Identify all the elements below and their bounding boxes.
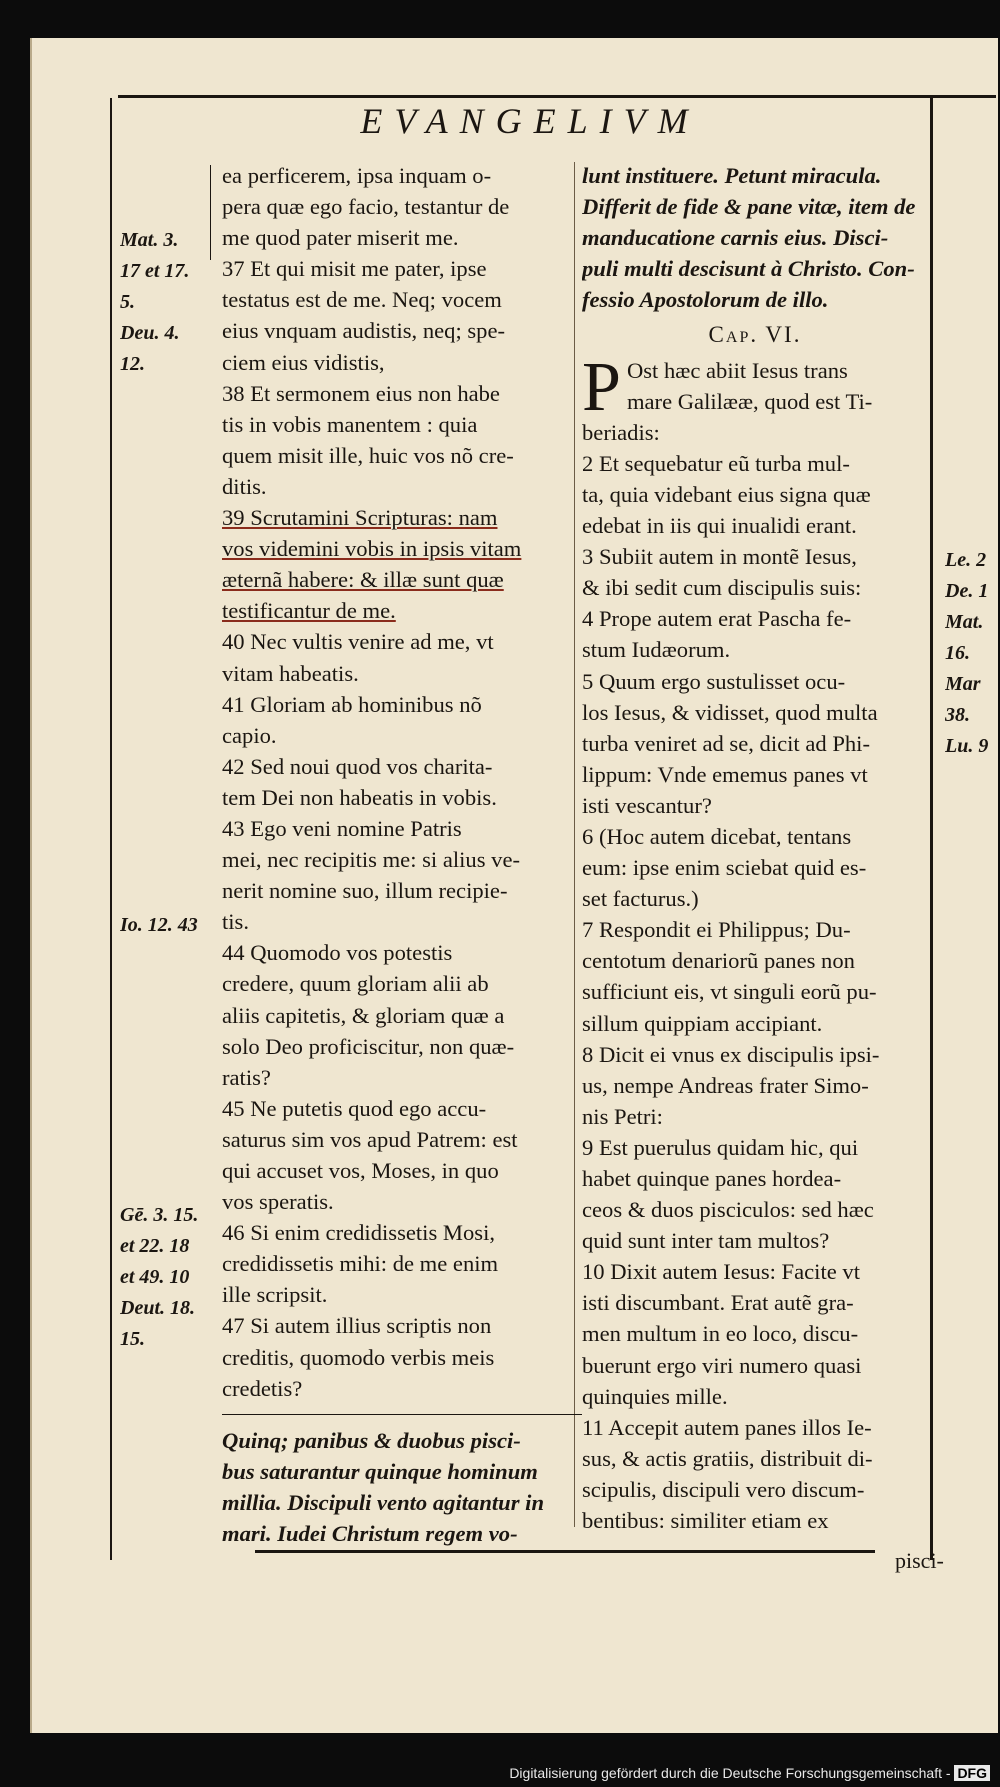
text-line: credere, quum gloriam alii ab bbox=[222, 971, 489, 997]
digitization-footer bbox=[509, 1765, 990, 1781]
text-line: ratis? bbox=[222, 1064, 271, 1090]
text-line: isti vescantur? bbox=[582, 792, 712, 818]
text-line: testificantur de me. bbox=[222, 598, 396, 624]
bottom-rule bbox=[255, 1550, 875, 1553]
text-line: beriadis: bbox=[582, 419, 660, 445]
summary-line: Differit de fide & pane vitæ, item de bbox=[582, 194, 916, 220]
text-line: 10 Dixit autem Iesus: Facite vt bbox=[582, 1259, 860, 1285]
summary-line: bus saturantur quinque hominum bbox=[222, 1458, 538, 1484]
margin-reference: 17 et 17. bbox=[120, 260, 190, 282]
text-line: eius vnquam audistis, neq; spe- bbox=[222, 318, 506, 344]
text-line: 11 Accepit autem panes illos Ie- bbox=[582, 1414, 872, 1440]
text-line: 7 Respondit ei Philippus; Du- bbox=[582, 917, 851, 943]
catchword: pisci- bbox=[895, 1548, 944, 1573]
text-line: sus, & actis gratiis, distribuit di- bbox=[582, 1445, 873, 1471]
text-line: qui accuset vos, Moses, in quo bbox=[222, 1158, 499, 1183]
text-line: 40 Nec vultis venire ad me, vt bbox=[222, 629, 494, 655]
text-line: quid sunt inter tam multos? bbox=[582, 1228, 830, 1254]
text-line: habet quinque panes hordea- bbox=[582, 1166, 842, 1191]
left-column-rule bbox=[210, 165, 211, 260]
chapter-summary-end bbox=[582, 160, 928, 315]
text-line: 44 Quomodo vos potestis bbox=[222, 940, 453, 966]
margin-reference: et 49. 10 bbox=[120, 1266, 190, 1288]
summary-line: Quinq; panibus & duobus pisci- bbox=[222, 1427, 521, 1453]
text-line: quinquies mille. bbox=[582, 1383, 728, 1409]
text-line: 47 Si autem illius scriptis non bbox=[222, 1313, 492, 1339]
text-line: tem Dei non habeatis in vobis. bbox=[222, 784, 497, 810]
right-frame-rule bbox=[930, 98, 933, 1560]
text-line: ceos & duos pisciculos: sed hæc bbox=[582, 1197, 874, 1223]
margin-references-left-bottom bbox=[120, 1200, 215, 1355]
text-line: 38 Et sermonem eius non habe bbox=[222, 380, 500, 406]
text-line: 8 Dicit ei vnus ex discipulis ipsi- bbox=[582, 1041, 880, 1067]
text-line: ille scripsit. bbox=[222, 1282, 328, 1308]
text-line: mare Galilææ, quod est Ti- bbox=[626, 388, 873, 414]
text-line: 45 Ne putetis quod ego accu- bbox=[222, 1095, 487, 1121]
text-line: 41 Gloriam ab hominibus nõ bbox=[222, 691, 482, 717]
text-line: centotum denariorũ panes non bbox=[582, 948, 855, 974]
text-line: credetis? bbox=[222, 1375, 303, 1401]
margin-reference: Deut. 18. bbox=[120, 1297, 195, 1319]
text-line: men multum in eo loco, discu- bbox=[582, 1321, 859, 1347]
margin-reference: 38. bbox=[945, 704, 970, 726]
text-line: vos videmini vobis in ipsis vitam bbox=[222, 536, 522, 562]
text-line: solo Deo proficiscitur, non quæ- bbox=[222, 1033, 515, 1059]
margin-reference: et 22. 18 bbox=[120, 1235, 190, 1257]
text-line: 37 Et qui misit me pater, ipse bbox=[222, 256, 487, 282]
margin-reference: Deu. 4. bbox=[120, 322, 180, 344]
summary-line: fessio Apostolorum de illo. bbox=[582, 287, 829, 313]
text-line: 9 Est puerulus quidam hic, qui bbox=[582, 1134, 859, 1160]
text-line: bentibus: similiter etiam ex bbox=[582, 1508, 829, 1534]
margin-references-left-top bbox=[120, 225, 210, 380]
left-column-text bbox=[222, 160, 582, 1404]
text-line: ditis. bbox=[222, 473, 267, 499]
margin-reference: 16. bbox=[945, 642, 970, 664]
text-line: 5 Quum ergo sustulisset ocu- bbox=[582, 668, 846, 694]
text-line: 46 Si enim credidissetis Mosi, bbox=[222, 1220, 496, 1246]
chapter-opening bbox=[582, 348, 928, 426]
margin-reference: Mat. 3. bbox=[120, 229, 179, 251]
left-column bbox=[222, 160, 582, 1549]
text-line: creditis, quomodo verbis meis bbox=[222, 1344, 495, 1370]
opening-lines bbox=[582, 348, 928, 426]
margin-reference: Le. 2 bbox=[945, 549, 987, 571]
text-line: ciem eius vidistis, bbox=[222, 349, 385, 375]
chapter-summary-start bbox=[222, 1425, 582, 1549]
text-line: set facturus.) bbox=[582, 886, 699, 912]
text-line: saturus sim vos apud Patrem: est bbox=[222, 1126, 518, 1152]
margin-reference: 12. bbox=[120, 353, 145, 375]
text-line: 4 Prope autem erat Pascha fe- bbox=[582, 606, 852, 632]
margin-reference: Mat. bbox=[945, 611, 984, 633]
text-line: me quod pater miserit me. bbox=[222, 225, 459, 251]
margin-reference: Lu. 9 bbox=[945, 735, 989, 757]
text-line: mei, nec recipitis me: si alius ve- bbox=[222, 847, 521, 873]
summary-line: millia. Discipuli vento agitantur in bbox=[222, 1489, 545, 1515]
summary-line: mari. Iudei Christum regem vo- bbox=[222, 1521, 518, 1547]
summary-line: manducatione carnis eius. Disci- bbox=[582, 225, 889, 251]
margin-reference: Mar bbox=[945, 673, 981, 695]
text-line: tis in vobis manentem : quia bbox=[222, 411, 478, 437]
text-line: 6 (Hoc autem dicebat, tentans bbox=[582, 823, 852, 849]
margin-reference: 5. bbox=[120, 291, 135, 313]
footer-text: Digitalisierung gefördert durch die Deutsche Forschungsgemeinschaft - bbox=[509, 1765, 951, 1781]
text-line: sillum quippiam accipiant. bbox=[582, 1010, 823, 1036]
text-line: capio. bbox=[222, 722, 277, 748]
text-line: Ost hæc abiit Iesus trans bbox=[626, 357, 848, 383]
text-line: ta, quia videbant eius signa quæ bbox=[582, 481, 871, 507]
text-line: 42 Sed noui quod vos charita- bbox=[222, 753, 493, 779]
text-line: aliis capitetis, & gloriam quæ a bbox=[222, 1002, 505, 1028]
text-line: testatus est de me. Neq; vocem bbox=[222, 287, 502, 313]
chapter-heading: Cap. VI. bbox=[708, 322, 802, 348]
right-column-text bbox=[582, 417, 928, 1536]
text-line: vitam habeatis. bbox=[222, 660, 359, 686]
text-line: turba veniret ad se, dicit ad Phi- bbox=[582, 730, 870, 756]
text-line: 3 Subiit autem in montẽ Iesus, bbox=[582, 544, 857, 570]
text-line: edebat in iis qui inualidi erant. bbox=[582, 513, 857, 539]
top-rule bbox=[118, 95, 996, 98]
text-line: 39 Scrutamini Scripturas: nam bbox=[222, 505, 498, 531]
text-line: tis. bbox=[222, 909, 249, 935]
text-line: lippum: Vnde ememus panes vt bbox=[582, 761, 868, 787]
text-line: nis Petri: bbox=[582, 1103, 663, 1129]
text-line: stum Iudæorum. bbox=[582, 637, 731, 663]
summary-line: puli multi descisunt à Christo. Con- bbox=[582, 256, 915, 282]
text-line: 43 Ego veni nomine Patris bbox=[222, 815, 462, 841]
text-line: vos speratis. bbox=[222, 1189, 334, 1215]
margin-reference: De. 1 bbox=[945, 580, 989, 602]
text-line: los Iesus, & vidisset, quod multa bbox=[582, 699, 878, 725]
text-line: eum: ipse enim sciebat quid es- bbox=[582, 855, 867, 881]
summary-line: lunt instituere. Petunt miracula. bbox=[582, 163, 882, 188]
margin-reference: Gē. 3. 15. bbox=[120, 1204, 199, 1226]
text-line: æternã habere: & illæ sunt quæ bbox=[222, 567, 504, 593]
margin-references-left-mid bbox=[120, 910, 210, 941]
text-line: 2 Et sequebatur eũ turba mul- bbox=[582, 450, 850, 476]
text-line: credidissetis mihi: de me enim bbox=[222, 1251, 499, 1277]
text-line: scipulis, discipuli vero discum- bbox=[582, 1476, 865, 1502]
right-column bbox=[582, 160, 928, 1536]
dfg-badge: DFG bbox=[954, 1765, 990, 1781]
text-line: & ibi sedit cum discipulis suis: bbox=[582, 575, 862, 601]
text-line: buerunt ergo viri numero quasi bbox=[582, 1352, 862, 1378]
text-line: isti discumbant. Erat autẽ gra- bbox=[582, 1290, 854, 1316]
text-line: ea perficerem, ipsa inquam o- bbox=[222, 163, 492, 188]
running-header: EVANGELIVM bbox=[360, 101, 700, 141]
left-frame-rule bbox=[110, 98, 112, 1560]
text-line: nerit nomine suo, illum recipie- bbox=[222, 878, 508, 904]
text-line: quem misit ille, huic vos nõ cre- bbox=[222, 442, 514, 468]
section-separator bbox=[222, 1414, 582, 1415]
text-line: us, nempe Andreas frater Simo- bbox=[582, 1072, 869, 1098]
margin-references-right bbox=[945, 545, 1000, 762]
text-line: sufficiunt eis, vt singuli eorũ pu- bbox=[582, 979, 877, 1005]
margin-reference: Io. 12. 43 bbox=[120, 914, 198, 936]
text-line: pera quæ ego facio, testantur de bbox=[222, 194, 510, 220]
drop-cap: P bbox=[582, 348, 621, 426]
margin-reference: 15. bbox=[120, 1328, 145, 1350]
